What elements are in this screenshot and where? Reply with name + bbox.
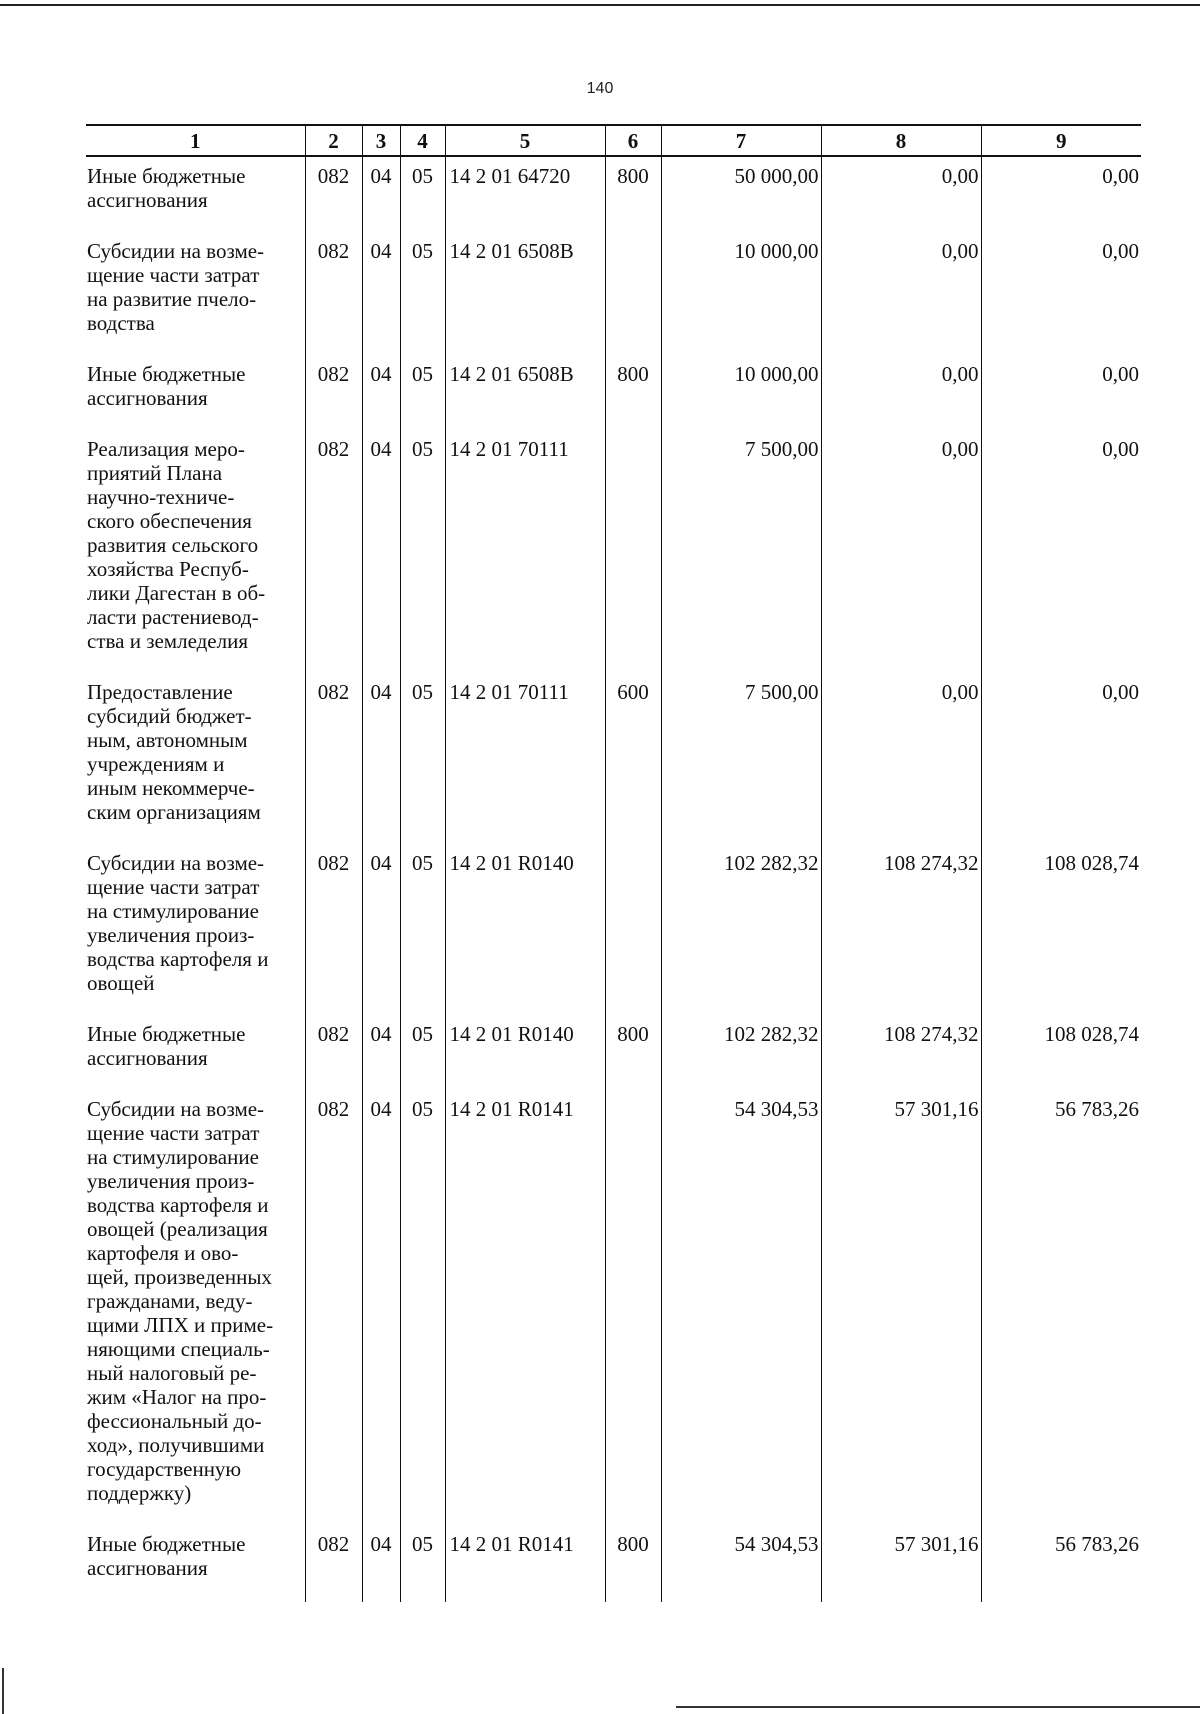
- cell-section: 04: [362, 1090, 400, 1525]
- cell-amount-year-2: 0,00: [821, 430, 981, 673]
- cell-subsection: 05: [400, 1525, 445, 1602]
- cell-target-article: 14 2 01 R0141: [445, 1525, 605, 1602]
- bottom-border-line: [676, 1706, 1200, 1708]
- cell-section: 04: [362, 844, 400, 1015]
- cell-amount-year-2: 0,00: [821, 232, 981, 355]
- table-header-row: [86, 125, 1141, 156]
- cell-amount-year-3: 108 028,74: [981, 844, 1141, 1015]
- cell-section: 04: [362, 673, 400, 844]
- cell-ministry-code: 082: [305, 355, 362, 430]
- cell-amount-year-1: 54 304,53: [661, 1090, 821, 1525]
- cell-amount-year-1: 10 000,00: [661, 232, 821, 355]
- cell-target-article: 14 2 01 70111: [445, 673, 605, 844]
- cell-amount-year-1: 54 304,53: [661, 1525, 821, 1602]
- column-header: 5: [445, 125, 605, 156]
- cell-amount-year-2: 0,00: [821, 355, 981, 430]
- cell-expense-type: [605, 232, 661, 355]
- cell-section: 04: [362, 232, 400, 355]
- column-header: 3: [362, 125, 400, 156]
- cell-ministry-code: 082: [305, 1525, 362, 1602]
- cell-amount-year-3: 0,00: [981, 355, 1141, 430]
- cell-amount-year-3: 0,00: [981, 156, 1141, 232]
- cell-ministry-code: 082: [305, 1090, 362, 1525]
- table-row: [86, 844, 1141, 1015]
- cell-amount-year-2: 0,00: [821, 156, 981, 232]
- column-header: 1: [86, 125, 305, 156]
- row-description: Реализация меро- приятий Плана научно-техниче- ского обеспечения развития сельского хозяйства Респуб- лики Дагестан в об- ласти растениевод- ства и земледелия: [86, 430, 305, 673]
- table-row: [86, 1525, 1141, 1602]
- cell-amount-year-1: 7 500,00: [661, 673, 821, 844]
- cell-ministry-code: 082: [305, 1015, 362, 1090]
- cell-section: 04: [362, 1525, 400, 1602]
- cell-amount-year-2: 108 274,32: [821, 1015, 981, 1090]
- cell-subsection: 05: [400, 1090, 445, 1525]
- table-row: [86, 673, 1141, 844]
- table-row: [86, 232, 1141, 355]
- column-header: 4: [400, 125, 445, 156]
- cell-amount-year-2: 57 301,16: [821, 1525, 981, 1602]
- cell-subsection: 05: [400, 1015, 445, 1090]
- cell-amount-year-3: 0,00: [981, 673, 1141, 844]
- cell-expense-type: [605, 430, 661, 673]
- cell-subsection: 05: [400, 232, 445, 355]
- cell-amount-year-1: 102 282,32: [661, 1015, 821, 1090]
- cell-target-article: 14 2 01 R0140: [445, 844, 605, 1015]
- top-border-line: [0, 4, 1200, 6]
- cell-expense-type: 800: [605, 156, 661, 232]
- cell-expense-type: [605, 844, 661, 1015]
- cell-expense-type: 800: [605, 1015, 661, 1090]
- cell-amount-year-3: 0,00: [981, 430, 1141, 673]
- cell-section: 04: [362, 156, 400, 232]
- row-description: Иные бюджетные ассигнования: [86, 355, 305, 430]
- row-description: Иные бюджетные ассигнования: [86, 1525, 305, 1602]
- cell-amount-year-2: 57 301,16: [821, 1090, 981, 1525]
- row-description: Субсидии на возме- щение части затрат на стимулирование увеличения произ- водства картофеля и овощей (реализация картофеля и ово- щей, произведенных гражданами, веду- щими ЛПХ и приме- няющими специаль- ный налоговый ре- жим «Налог на про- фессиональный до- ход», получившими государственную поддержку): [86, 1090, 305, 1525]
- page-number: 140: [586, 80, 614, 97]
- cell-amount-year-3: 56 783,26: [981, 1525, 1141, 1602]
- cell-ministry-code: 082: [305, 673, 362, 844]
- cell-expense-type: 800: [605, 355, 661, 430]
- row-description: Предоставление субсидий бюджет- ным, автономным учреждениям и иным некоммерче- ским организациям: [86, 673, 305, 844]
- cell-target-article: 14 2 01 R0140: [445, 1015, 605, 1090]
- cell-ministry-code: 082: [305, 232, 362, 355]
- cell-amount-year-1: 10 000,00: [661, 355, 821, 430]
- table-row: [86, 430, 1141, 673]
- table-body: [86, 156, 1141, 1602]
- table-row: [86, 1015, 1141, 1090]
- cell-target-article: 14 2 01 70111: [445, 430, 605, 673]
- cell-subsection: 05: [400, 355, 445, 430]
- table-row: [86, 156, 1141, 232]
- cell-ministry-code: 082: [305, 430, 362, 673]
- cell-amount-year-1: 102 282,32: [661, 844, 821, 1015]
- cell-amount-year-2: 108 274,32: [821, 844, 981, 1015]
- row-description: Иные бюджетные ассигнования: [86, 156, 305, 232]
- column-header: 2: [305, 125, 362, 156]
- cell-target-article: 14 2 01 6508В: [445, 232, 605, 355]
- cell-expense-type: 600: [605, 673, 661, 844]
- left-margin-mark: [2, 1668, 4, 1714]
- cell-ministry-code: 082: [305, 844, 362, 1015]
- cell-amount-year-3: 108 028,74: [981, 1015, 1141, 1090]
- column-header: 6: [605, 125, 661, 156]
- cell-amount-year-3: 56 783,26: [981, 1090, 1141, 1525]
- row-description: Иные бюджетные ассигнования: [86, 1015, 305, 1090]
- column-header: 9: [981, 125, 1141, 156]
- column-header: 7: [661, 125, 821, 156]
- cell-subsection: 05: [400, 673, 445, 844]
- row-description: Субсидии на возме- щение части затрат на развитие пчело- водства: [86, 232, 305, 355]
- cell-section: 04: [362, 1015, 400, 1090]
- row-description: Субсидии на возме- щение части затрат на стимулирование увеличения произ- водства картофеля и овощей: [86, 844, 305, 1015]
- cell-amount-year-1: 50 000,00: [661, 156, 821, 232]
- table-row: [86, 355, 1141, 430]
- cell-amount-year-3: 0,00: [981, 232, 1141, 355]
- cell-expense-type: 800: [605, 1525, 661, 1602]
- cell-section: 04: [362, 355, 400, 430]
- cell-amount-year-2: 0,00: [821, 673, 981, 844]
- cell-amount-year-1: 7 500,00: [661, 430, 821, 673]
- cell-target-article: 14 2 01 64720: [445, 156, 605, 232]
- cell-subsection: 05: [400, 844, 445, 1015]
- cell-subsection: 05: [400, 156, 445, 232]
- cell-subsection: 05: [400, 430, 445, 673]
- column-header: 8: [821, 125, 981, 156]
- cell-ministry-code: 082: [305, 156, 362, 232]
- budget-table: [86, 124, 1141, 1602]
- cell-target-article: 14 2 01 6508В: [445, 355, 605, 430]
- cell-expense-type: [605, 1090, 661, 1525]
- cell-section: 04: [362, 430, 400, 673]
- table-row: [86, 1090, 1141, 1525]
- cell-target-article: 14 2 01 R0141: [445, 1090, 605, 1525]
